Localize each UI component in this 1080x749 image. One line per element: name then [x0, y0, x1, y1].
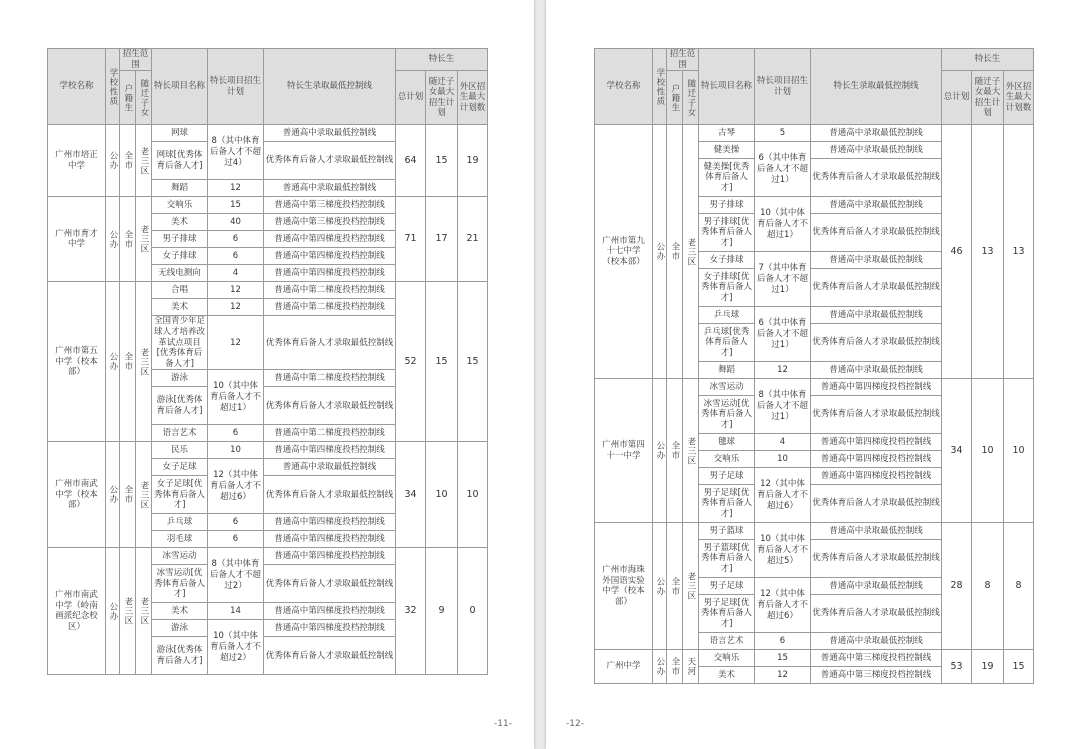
migrant-max-plan: 10 — [972, 379, 1004, 523]
item-name: 舞蹈 — [152, 180, 208, 197]
outside-max-plan: 15 — [1004, 650, 1034, 684]
min-line: 普通高中录取最低控制线 — [811, 197, 942, 214]
outside-max-plan: 21 — [458, 197, 488, 282]
migrant-scope: 老三区 — [136, 125, 152, 197]
item-name: 健美操[优秀体育后备人才] — [699, 159, 755, 197]
item-plan: 12（其中体育后备人才不超过6） — [755, 468, 811, 523]
min-line: 优秀体育后备人才录取最低控制线 — [264, 142, 396, 180]
item-name: 冰雪运动 — [699, 379, 755, 396]
admissions-table-left — [47, 48, 488, 675]
min-line: 优秀体育后备人才录取最低控制线 — [811, 214, 942, 252]
item-plan: 10（其中体育后备人才不超过5） — [755, 523, 811, 578]
school-name: 广州市第九十七中学（校本部） — [595, 125, 653, 379]
table-row — [595, 125, 1034, 142]
header-enroll-scope: 招生范围 — [667, 49, 699, 71]
item-name: 羽毛球 — [152, 531, 208, 548]
header-migrant: 随迁子女 — [136, 71, 152, 125]
item-name: 女子排球[优秀体育后备人才] — [699, 269, 755, 307]
min-line: 普通高中第四梯度投档控制线 — [811, 434, 942, 451]
min-line: 普通高中第四梯度投档控制线 — [811, 379, 942, 396]
school-name: 广州中学 — [595, 650, 653, 684]
item-plan: 40 — [208, 214, 264, 231]
min-line: 普通高中第四梯度投档控制线 — [264, 531, 396, 548]
item-name: 古琴 — [699, 125, 755, 142]
total-plan: 34 — [396, 442, 426, 548]
header-item-plan: 特长项目招生计划 — [208, 49, 264, 125]
item-plan: 6 — [208, 248, 264, 265]
item-name: 男子篮球 — [699, 523, 755, 540]
item-name: 无线电测向 — [152, 265, 208, 282]
table-row — [48, 282, 488, 299]
item-plan: 12 — [755, 362, 811, 379]
min-line: 普通高中第三梯度投档控制线 — [264, 197, 396, 214]
school-type: 公办 — [653, 523, 667, 650]
total-plan: 71 — [396, 197, 426, 282]
header-school-type: 学校性质 — [653, 49, 667, 125]
item-plan: 7（其中体育后备人才不超过1） — [755, 252, 811, 307]
table-row — [595, 523, 1034, 540]
item-name: 舞蹈 — [699, 362, 755, 379]
item-plan: 12（其中体育后备人才不超过6） — [208, 459, 264, 514]
min-line: 普通高中第四梯度投档控制线 — [264, 231, 396, 248]
min-line: 普通高中第四梯度投档控制线 — [811, 468, 942, 485]
item-name: 男子足球 — [699, 468, 755, 485]
school-name: 广州市第四十一中学 — [595, 379, 653, 523]
min-line: 普通高中第四梯度投档控制线 — [264, 603, 396, 620]
min-line: 优秀体育后备人才录取最低控制线 — [264, 316, 396, 370]
item-plan: 12 — [208, 282, 264, 299]
header-min-line: 特长生录取最低控制线 — [811, 49, 942, 125]
total-plan: 52 — [396, 282, 426, 442]
table-row — [595, 379, 1034, 396]
min-line: 普通高中录取最低控制线 — [264, 459, 396, 476]
item-name: 女子足球[优秀体育后备人才] — [152, 476, 208, 514]
header-min-line: 特长生录取最低控制线 — [264, 49, 396, 125]
header-item-plan: 特长项目招生计划 — [755, 49, 811, 125]
item-name: 网球[优秀体育后备人才] — [152, 142, 208, 180]
household-scope: 老三区 — [120, 548, 136, 675]
min-line: 优秀体育后备人才录取最低控制线 — [811, 269, 942, 307]
header-migrant-max: 随迁子女最大招生计划 — [426, 71, 458, 125]
total-plan: 64 — [396, 125, 426, 197]
migrant-scope: 老三区 — [683, 523, 699, 650]
min-line: 普通高中第四梯度投档控制线 — [264, 514, 396, 531]
item-plan: 10 — [208, 442, 264, 459]
outside-max-plan: 15 — [458, 282, 488, 442]
item-name: 美术 — [152, 603, 208, 620]
migrant-scope: 老三区 — [136, 282, 152, 442]
migrant-max-plan: 9 — [426, 548, 458, 675]
header-specialty: 特长生 — [396, 49, 488, 71]
min-line: 普通高中第二梯度投档控制线 — [264, 370, 396, 387]
min-line: 优秀体育后备人才录取最低控制线 — [811, 324, 942, 362]
item-plan: 12 — [755, 667, 811, 684]
item-plan: 12 — [208, 180, 264, 197]
item-name: 交响乐 — [152, 197, 208, 214]
item-name: 男子足球[优秀体育后备人才] — [699, 485, 755, 523]
household-scope: 全市 — [120, 197, 136, 282]
school-type: 公办 — [653, 125, 667, 379]
school-type: 公办 — [106, 442, 120, 548]
min-line: 普通高中第四梯度投档控制线 — [264, 265, 396, 282]
header-enroll-scope: 招生范围 — [120, 49, 152, 71]
min-line: 普通高中录取最低控制线 — [811, 362, 942, 379]
school-type: 公办 — [106, 548, 120, 675]
item-plan: 10（其中体育后备人才不超过1） — [208, 370, 264, 425]
item-name: 语言艺术 — [152, 425, 208, 442]
school-type: 公办 — [106, 125, 120, 197]
item-name: 女子足球 — [152, 459, 208, 476]
table-row — [48, 125, 488, 142]
item-name: 游泳 — [152, 620, 208, 637]
header-item-name: 特长项目名称 — [699, 49, 755, 125]
header-specialty: 特长生 — [942, 49, 1034, 71]
item-plan: 6（其中体育后备人才不超过1） — [755, 307, 811, 362]
item-name: 冰雪运动 — [152, 548, 208, 565]
item-plan: 14 — [208, 603, 264, 620]
page-right — [546, 0, 1080, 749]
item-plan: 10（其中体育后备人才不超过1） — [755, 197, 811, 252]
header-total: 总计划 — [396, 71, 426, 125]
min-line: 普通高中录取最低控制线 — [811, 523, 942, 540]
min-line: 普通高中录取最低控制线 — [811, 252, 942, 269]
school-name: 广州市南武中学（校本部） — [48, 442, 106, 548]
outside-max-plan: 10 — [458, 442, 488, 548]
min-line: 普通高中录取最低控制线 — [264, 180, 396, 197]
total-plan: 46 — [942, 125, 972, 379]
header-migrant: 随迁子女 — [683, 71, 699, 125]
item-plan: 6 — [208, 531, 264, 548]
item-name: 交响乐 — [699, 451, 755, 468]
school-name: 广州市第五中学（校本部） — [48, 282, 106, 442]
item-name: 乒乓球[优秀体育后备人才] — [699, 324, 755, 362]
household-scope: 全市 — [667, 379, 683, 523]
item-plan: 10（其中体育后备人才不超过2） — [208, 620, 264, 675]
item-name: 女子排球 — [699, 252, 755, 269]
min-line: 普通高中录取最低控制线 — [811, 125, 942, 142]
item-name: 网球 — [152, 125, 208, 142]
min-line: 优秀体育后备人才录取最低控制线 — [811, 159, 942, 197]
item-plan: 8（其中体育后备人才不超过2） — [208, 548, 264, 603]
item-name: 美术 — [699, 667, 755, 684]
min-line: 普通高中录取最低控制线 — [811, 578, 942, 595]
min-line: 普通高中第三梯度投档控制线 — [811, 667, 942, 684]
migrant-scope: 老三区 — [683, 125, 699, 379]
item-plan: 15 — [755, 650, 811, 667]
min-line: 普通高中第四梯度投档控制线 — [264, 442, 396, 459]
item-name: 交响乐 — [699, 650, 755, 667]
school-name: 广州市南武中学（岭南画派纪念校区） — [48, 548, 106, 675]
min-line: 普通高中第二梯度投档控制线 — [264, 299, 396, 316]
header-outside-max: 外区招生最大计划数 — [1004, 71, 1034, 125]
item-name: 健美操 — [699, 142, 755, 159]
outside-max-plan: 19 — [458, 125, 488, 197]
item-name: 女子排球 — [152, 248, 208, 265]
item-name: 冰雪运动[优秀体育后备人才] — [152, 565, 208, 603]
min-line: 普通高中录取最低控制线 — [811, 307, 942, 324]
admissions-table-right — [594, 48, 1034, 684]
min-line: 普通高中录取最低控制线 — [811, 142, 942, 159]
item-plan: 6 — [208, 231, 264, 248]
min-line: 优秀体育后备人才录取最低控制线 — [264, 565, 396, 603]
min-line: 优秀体育后备人才录取最低控制线 — [811, 485, 942, 523]
header-outside-max: 外区招生最大计划数 — [458, 71, 488, 125]
min-line: 普通高中第二梯度投档控制线 — [264, 282, 396, 299]
item-plan: 12（其中体育后备人才不超过6） — [755, 578, 811, 633]
item-name: 男子篮球[优秀体育后备人才] — [699, 540, 755, 578]
min-line: 优秀体育后备人才录取最低控制线 — [264, 637, 396, 675]
migrant-max-plan: 15 — [426, 125, 458, 197]
migrant-max-plan: 10 — [426, 442, 458, 548]
item-plan: 4 — [755, 434, 811, 451]
household-scope: 全市 — [667, 523, 683, 650]
school-name: 广州市育才中学 — [48, 197, 106, 282]
min-line: 优秀体育后备人才录取最低控制线 — [264, 476, 396, 514]
migrant-scope: 天河 — [683, 650, 699, 684]
total-plan: 28 — [942, 523, 972, 650]
header-migrant-max: 随迁子女最大招生计划 — [972, 71, 1004, 125]
table-row — [595, 650, 1034, 667]
item-plan: 4 — [208, 265, 264, 282]
total-plan: 32 — [396, 548, 426, 675]
header-school-type: 学校性质 — [106, 49, 120, 125]
outside-max-plan: 13 — [1004, 125, 1034, 379]
item-plan: 8（其中体育后备人才不超过4） — [208, 125, 264, 180]
item-plan: 6 — [755, 633, 811, 650]
migrant-max-plan: 19 — [972, 650, 1004, 684]
min-line: 普通高中录取最低控制线 — [264, 125, 396, 142]
item-name: 男子排球[优秀体育后备人才] — [699, 214, 755, 252]
item-name: 冰雪运动[优秀体育后备人才] — [699, 396, 755, 434]
item-name: 语言艺术 — [699, 633, 755, 650]
min-line: 优秀体育后备人才录取最低控制线 — [811, 396, 942, 434]
school-type: 公办 — [106, 282, 120, 442]
school-name: 广州市培正中学 — [48, 125, 106, 197]
household-scope: 全市 — [120, 282, 136, 442]
item-name: 游泳[优秀体育后备人才] — [152, 637, 208, 675]
item-name: 乒乓球 — [699, 307, 755, 324]
item-name: 乒乓球 — [152, 514, 208, 531]
item-plan: 6（其中体育后备人才不超过1） — [755, 142, 811, 197]
school-type: 公办 — [653, 379, 667, 523]
item-plan: 5 — [755, 125, 811, 142]
outside-max-plan: 8 — [1004, 523, 1034, 650]
min-line: 优秀体育后备人才录取最低控制线 — [811, 595, 942, 633]
migrant-max-plan: 17 — [426, 197, 458, 282]
migrant-scope: 老三区 — [683, 379, 699, 523]
table-row — [48, 548, 488, 565]
item-name: 男子排球 — [152, 231, 208, 248]
item-name: 游泳[优秀体育后备人才] — [152, 387, 208, 425]
min-line: 普通高中第四梯度投档控制线 — [264, 548, 396, 565]
item-plan: 12 — [208, 316, 264, 370]
item-name: 男子足球 — [699, 578, 755, 595]
min-line: 普通高中第三梯度投档控制线 — [811, 650, 942, 667]
min-line: 普通高中第三梯度投档控制线 — [264, 214, 396, 231]
outside-max-plan: 0 — [458, 548, 488, 675]
item-name: 合唱 — [152, 282, 208, 299]
min-line: 优秀体育后备人才录取最低控制线 — [264, 387, 396, 425]
table-row — [48, 197, 488, 214]
page-number: -11- — [494, 719, 512, 729]
page-number: -12- — [566, 719, 584, 729]
migrant-scope: 老三区 — [136, 548, 152, 675]
total-plan: 34 — [942, 379, 972, 523]
header-school-name: 学校名称 — [595, 49, 653, 125]
item-name: 民乐 — [152, 442, 208, 459]
school-type: 公办 — [106, 197, 120, 282]
min-line: 普通高中第二梯度投档控制线 — [264, 425, 396, 442]
item-name: 美术 — [152, 214, 208, 231]
min-line: 优秀体育后备人才录取最低控制线 — [811, 540, 942, 578]
item-name: 美术 — [152, 299, 208, 316]
header-school-name: 学校名称 — [48, 49, 106, 125]
household-scope: 全市 — [667, 650, 683, 684]
migrant-max-plan: 15 — [426, 282, 458, 442]
item-name: 全国青少年足球人才培养改革试点项目[优秀体育后备人才] — [152, 316, 208, 370]
migrant-max-plan: 13 — [972, 125, 1004, 379]
header-total: 总计划 — [942, 71, 972, 125]
school-type: 公办 — [653, 650, 667, 684]
school-name: 广州市海珠外国语实验中学（校本部） — [595, 523, 653, 650]
min-line: 普通高中录取最低控制线 — [811, 633, 942, 650]
total-plan: 53 — [942, 650, 972, 684]
item-plan: 10 — [755, 451, 811, 468]
item-plan: 15 — [208, 197, 264, 214]
household-scope: 全市 — [667, 125, 683, 379]
item-plan: 12 — [208, 299, 264, 316]
min-line: 普通高中第四梯度投档控制线 — [264, 620, 396, 637]
header-household: 户籍生 — [667, 71, 683, 125]
item-name: 毽球 — [699, 434, 755, 451]
migrant-max-plan: 8 — [972, 523, 1004, 650]
item-plan: 8（其中体育后备人才不超过1） — [755, 379, 811, 434]
outside-max-plan: 10 — [1004, 379, 1034, 523]
header-household: 户籍生 — [120, 71, 136, 125]
item-name: 游泳 — [152, 370, 208, 387]
item-name: 男子排球 — [699, 197, 755, 214]
migrant-scope: 老三区 — [136, 197, 152, 282]
min-line: 普通高中第四梯度投档控制线 — [811, 451, 942, 468]
table-row — [48, 442, 488, 459]
page-left — [0, 0, 534, 749]
household-scope: 全市 — [120, 125, 136, 197]
item-plan: 6 — [208, 514, 264, 531]
header-item-name: 特长项目名称 — [152, 49, 208, 125]
migrant-scope: 老三区 — [136, 442, 152, 548]
household-scope: 全市 — [120, 442, 136, 548]
min-line: 普通高中第四梯度投档控制线 — [264, 248, 396, 265]
item-name: 男子足球[优秀体育后备人才] — [699, 595, 755, 633]
item-plan: 6 — [208, 425, 264, 442]
